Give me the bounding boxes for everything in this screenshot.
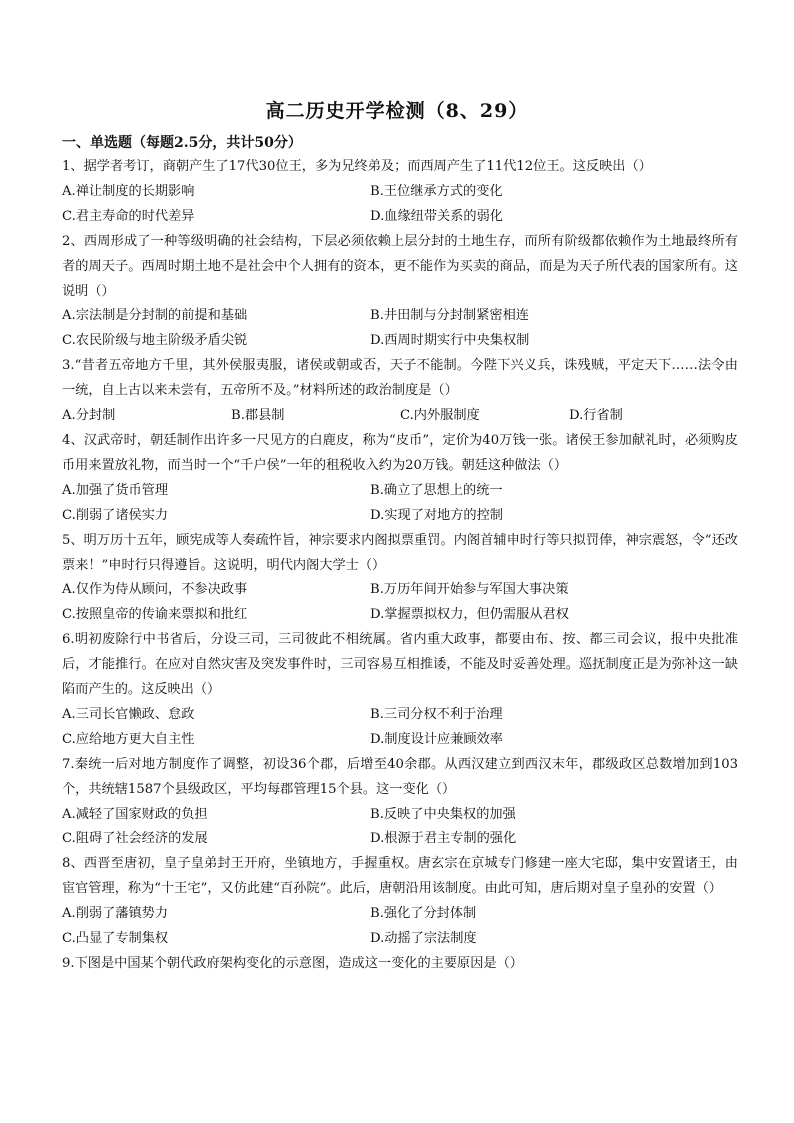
question-stem: 6.明初废除行中书省后，分设三司，三司彼此不相统属。省内重大政事，都要由布、按、都三司会议，报中央批准后，才能推行。在应对自然灾害及突发事件时，三司容易互相推诿，不能及时妥善处理。巡抚制度正是为弥补这一缺陷而产生的。这反映出（） — [62, 632, 738, 698]
option-b[interactable]: B.反映了中央集权的加强 — [370, 806, 516, 822]
option-group — [62, 578, 738, 628]
question-list — [62, 155, 738, 977]
question-8 — [62, 852, 738, 952]
option-a[interactable]: A.三司长官懒政、怠政 — [62, 706, 195, 722]
option-a[interactable]: A.分封制 — [62, 408, 116, 424]
question-stem: 9.下图是中国某个朝代政府架构变化的示意图，造成这一变化的主要原因是（） — [62, 956, 523, 971]
option-b[interactable]: B.郡县制 — [231, 408, 285, 424]
option-c[interactable]: C.应给地方更大自主性 — [62, 731, 195, 747]
option-d[interactable]: D.实现了对地方的控制 — [370, 507, 503, 523]
question-3 — [62, 354, 738, 429]
option-b[interactable]: B.确立了思想上的统一 — [370, 482, 503, 498]
question-stem: 5、明万历十五年，顾宪成等人奏疏忤旨，神宗要求内阁拟票重罚。内阁首辅申时行等只拟罚俸，神宗震怒，令“还改票来！”申时行只得遵旨。这说明，明代内阁大学士（） — [62, 532, 738, 573]
option-c[interactable]: C.君主寿命的时代差异 — [62, 208, 195, 224]
option-d[interactable]: D.行省制 — [569, 408, 623, 424]
option-c[interactable]: C.按照皇帝的传谕来票拟和批红 — [62, 607, 248, 623]
question-9 — [62, 952, 738, 977]
option-d[interactable]: D.制度设计应兼顾效率 — [370, 731, 503, 747]
option-a[interactable]: A.禅让制度的长期影响 — [62, 183, 195, 199]
option-group — [62, 479, 738, 529]
option-c[interactable]: C.削弱了诸侯实力 — [62, 507, 169, 523]
option-group — [62, 180, 738, 230]
option-d[interactable]: D.西周时期实行中央集权制 — [370, 333, 530, 349]
question-5 — [62, 529, 738, 629]
question-4 — [62, 429, 738, 529]
option-a[interactable]: A.削弱了藩镇势力 — [62, 906, 169, 922]
question-2 — [62, 230, 738, 355]
option-c[interactable]: C.内外服制度 — [400, 408, 480, 424]
option-group — [62, 404, 738, 429]
option-group — [62, 304, 738, 354]
question-stem: 1、据学者考订，商朝产生了17代30位王，多为兄终弟及；而西周产生了11代12位王。这反映出（） — [62, 159, 652, 174]
option-a[interactable]: A.仅作为侍从顾问，不参决政事 — [62, 582, 248, 598]
option-d[interactable]: D.掌握票拟权力，但仍需服从君权 — [370, 607, 569, 623]
option-group — [62, 703, 738, 753]
option-a[interactable]: A.加强了货币管理 — [62, 482, 169, 498]
question-stem: 8、西晋至唐初，皇子皇弟封王开府，坐镇地方，手握重权。唐玄宗在京城专门修建一座大宅邸，集中安置诸王，由宦官管理，称为“十王宅”，又仿此建“百孙院”。此后，唐朝沿用该制度。由此可知，唐后期对皇子皇孙的安置（） — [62, 856, 738, 897]
option-d[interactable]: D.根源于君主专制的强化 — [370, 831, 517, 847]
question-7 — [62, 753, 738, 853]
section-heading: 一、单选题（每题2.5分，共计50分） — [62, 135, 302, 151]
question-1 — [62, 155, 738, 230]
option-c[interactable]: C.凸显了专制集权 — [62, 931, 169, 947]
option-group — [62, 902, 738, 952]
option-c[interactable]: C.农民阶级与地主阶级矛盾尖锐 — [62, 333, 248, 349]
option-group — [62, 803, 738, 853]
option-a[interactable]: A.宗法制是分封制的前提和基础 — [62, 308, 248, 324]
page-title: 高二历史开学检测（8、29） — [265, 100, 529, 122]
question-stem: 7.秦统一后对地方制度作了调整，初设36个郡，后增至40余郡。从西汉建立到西汉末年，郡级政区总数增加到103个，共统辖1587个县级政区，平均每郡管理15个县。这一变化（） — [62, 756, 738, 797]
option-b[interactable]: B.井田制与分封制紧密相连 — [370, 308, 529, 324]
option-d[interactable]: D.动摇了宗法制度 — [370, 931, 477, 947]
question-6 — [62, 628, 738, 753]
option-b[interactable]: B.强化了分封体制 — [370, 906, 477, 922]
option-a[interactable]: A.减轻了国家财政的负担 — [62, 806, 208, 822]
option-b[interactable]: B.三司分权不利于治理 — [370, 706, 503, 722]
option-c[interactable]: C.阻碍了社会经济的发展 — [62, 831, 208, 847]
question-stem: 4、汉武帝时，朝廷制作出许多一尺见方的白鹿皮，称为“皮币”，定价为40万钱一张。诸侯王参加献礼时，必须购皮币用来置放礼物，而当时一个“千户侯”一年的租税收入约为20万钱。朝廷这种做法（） — [62, 432, 738, 473]
option-b[interactable]: B.万历年间开始参与军国大事决策 — [370, 582, 569, 598]
option-d[interactable]: D.血缘纽带关系的弱化 — [370, 208, 503, 224]
question-stem: 3.“昔者五帝地方千里，其外侯服夷服，诸侯或朝或否，天子不能制。今陛下兴义兵，诛残贼，平定天下……法令由一统，自上古以来未尝有，五帝所不及。”材料所述的政治制度是（） — [62, 358, 738, 399]
question-stem: 2、西周形成了一种等级明确的社会结构，下层必须依赖上层分封的土地生存，而所有阶级都依赖作为土地最终所有者的周天子。西周时期土地不是社会中个人拥有的资本，更不能作为买卖的商品，而是为天子所代表的国家所有。这说明（） — [62, 233, 738, 299]
option-b[interactable]: B.王位继承方式的变化 — [370, 183, 503, 199]
